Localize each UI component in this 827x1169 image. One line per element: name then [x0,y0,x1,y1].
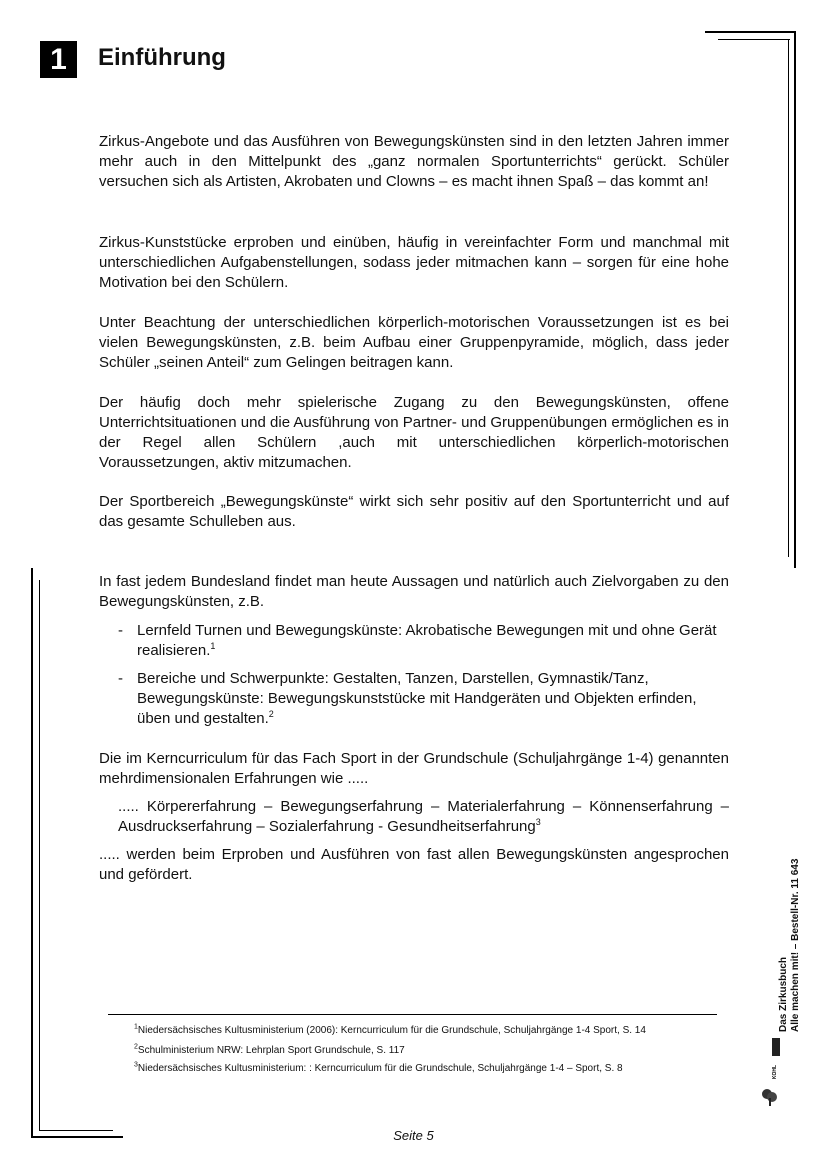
chapter-number-badge: 1 [40,41,77,78]
list-dash: - [118,622,123,639]
frame-right-line-outer [794,31,796,568]
book-title: Das Zirkusbuch [778,956,789,1032]
footnote-number: 2 [134,1043,138,1051]
footnote-ref: 1 [210,641,216,651]
footnote-divider [108,1014,717,1015]
book-subtitle-order-number: Alle machen mit! – Bestell-Nr. 11 643 [790,858,801,1032]
chapter-title: Einführung [98,44,226,71]
footnote [134,1062,623,1075]
side-order-label [778,859,802,1032]
footnote-text: Niedersächsisches Kultusministerium: : Kerncurriculum für die Grundschule, Schuljahrgänge 1-4 – Sport, S. 8 [137,1063,623,1074]
frame-left-line-outer [31,568,33,1138]
paragraph-conditions: Unter Beachtung der unterschiedlichen körperlich-motorischen Voraussetzungen ist es bei vielen Bewegungskünsten, z.B. beim Aufbau einer Gruppenpyramide, möglich, dass jeder Schüler „seinen Anteil“ zum Gelingen beitragen kann. [99,314,729,371]
page-number: Seite 5 [393,1128,434,1143]
frame-left-line-inner [39,580,40,1131]
footnote-number: 1 [134,1023,138,1031]
paragraph-access: Der häufig doch mehr spielerische Zugang zu den Bewegungskünsten, offene Unterrichtsituationen und die Ausführung von Partner- und Gruppenübungen ermöglichen es in der Regel allen Schülern ,auch mit unterschiedlichen körperlich-motorischen Voraussetzungen, aktiv mitzumachen. [99,394,729,471]
frame-top-line-outer [705,31,795,33]
footnote-text: Niedersächsisches Kultusministerium (2006): Kerncurriculum für die Grundschule, Schuljahrgänge 1-4 Sport, S. 14 [137,1025,646,1036]
publisher-logo [760,1036,782,1106]
list-item-text: Lernfeld Turnen und Bewegungskünste: Akrobatische Bewegungen mit und ohne Gerät realisieren. [137,622,717,659]
list-dash: - [118,670,123,687]
paragraph-experiences [118,797,729,837]
paragraph-curriculum: Die im Kerncurriculum für das Fach Sport in der Grundschule (Schuljahrgänge 1-4) genannten mehrdimensionalen Erfahrungen wie ..... [99,750,729,787]
footnote-ref: 3 [535,817,541,827]
list-item [118,621,728,661]
experiences-text: ..... Körpererfahrung – Bewegungserfahrung – Materialerfahrung – Könnenserfahrung – Ausdruckserfahrung – Sozialerfahrung - Gesundheitserfahrung [118,798,729,835]
list-item [118,669,728,729]
paragraph-intro: Zirkus-Angebote und das Ausführen von Bewegungskünsten sind in den letzten Jahren immer mehr auch in den Mittelpunkt des „ganz normalen Sportunterrichts“ gerückt. Schüler versuchen sich als Artisten, Akrobaten und Clowns – es macht ihnen Spaß – das kommt an! [99,133,729,190]
logo-lettering: KOHL [772,1064,778,1080]
paragraph-federal-states: In fast jedem Bundesland findet man heute Aussagen und natürlich auch Zielvorgaben zu den Bewegungskünsten, z.B. [99,573,729,610]
footnote-number: 3 [134,1061,138,1069]
list-item-text: Bereiche und Schwerpunkte: Gestalten, Tanzen, Darstellen, Gymnastik/Tanz, Bewegungskünste: Bewegungskunststücke mit Handgeräten und Objekten erfinden, üben und gestalten. [137,670,697,727]
footnote-ref: 2 [268,709,274,719]
frame-top-line-inner [718,39,790,40]
footnote-text: Schulministerium NRW: Lehrplan Sport Grundschule, S. 117 [137,1045,405,1056]
paragraph-sport-area: Der Sportbereich „Bewegungskünste“ wirkt sich sehr positiv auf den Sportunterricht und auf das gesamte Schulleben aus. [99,493,729,530]
footnote [134,1044,405,1057]
footnote [134,1024,646,1037]
frame-right-line-inner [788,39,789,557]
paragraph-circus-tricks: Zirkus-Kunststücke erproben und einüben, häufig in vereinfachter Form und manchmal mit unterschiedlichen Aufgabenstellungen, sodass jeder mitmachen kann – sorgen für eine hohe Motivation bei den Schülern. [99,234,729,291]
paragraph-closing: ..... werden beim Erproben und Ausführen von fast allen Bewegungskünsten angesprochen und gefördert. [99,846,729,883]
